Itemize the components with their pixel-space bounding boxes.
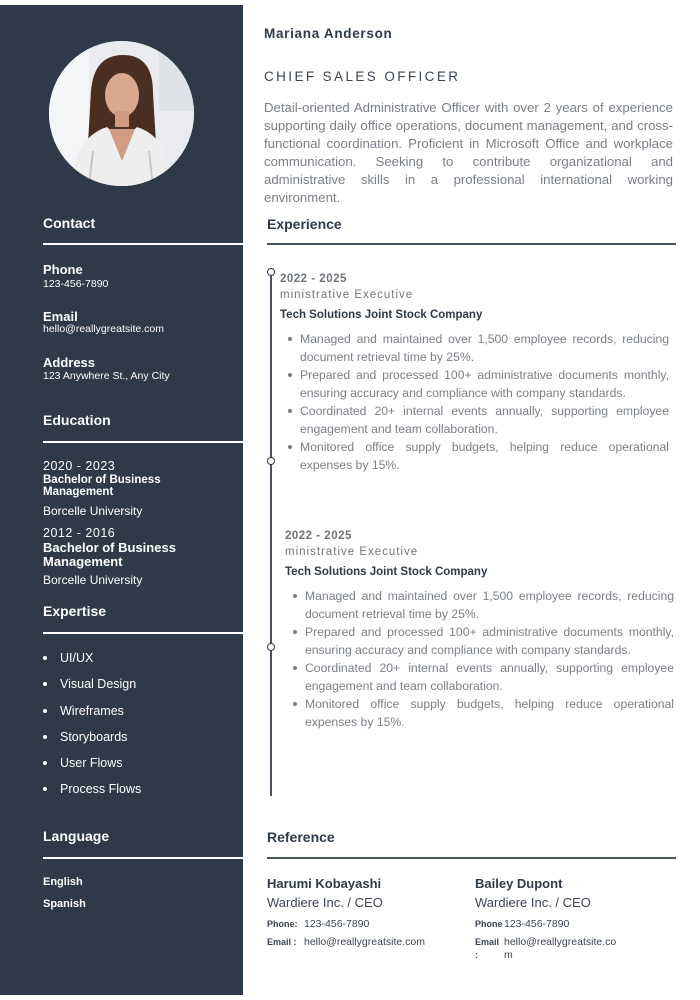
list-item: Monitored office supply budgets, helping reduce operational expenses by 15%.	[305, 695, 674, 731]
email-value: hello@reallygreatsite.com	[304, 936, 425, 948]
profile-summary: Detail-oriented Administrative Officer with over 2 years of experience supporting daily office operations, document management, and cross-functional coordination. Proficient in Microsoft Office and workplace communication. Seeking to contribute organizational and administrative skills in a professional international working environment.	[264, 100, 673, 205]
education-years: 2012 - 2016	[43, 526, 116, 540]
education-divider	[43, 441, 243, 443]
experience-entry	[285, 530, 674, 731]
language-divider	[43, 857, 243, 859]
timeline-line	[270, 271, 272, 796]
bullet-icon	[293, 594, 297, 598]
timeline-node	[267, 268, 275, 276]
job-bullets	[285, 587, 674, 731]
language-item: Spanish	[43, 898, 86, 910]
contact-heading: Contact	[43, 215, 96, 231]
reference-email	[267, 936, 437, 949]
reference-phone	[475, 918, 625, 931]
experience-entry	[280, 273, 669, 474]
reference-name: Harumi Kobayashi	[267, 876, 382, 891]
reference-phone	[267, 918, 437, 931]
bullet-icon	[288, 373, 292, 377]
job-company: Tech Solutions Joint Stock Company	[280, 309, 483, 321]
profile-photo	[49, 41, 194, 186]
list-item: Coordinated 20+ internal events annually, supporting employee engagement and team collaboration.	[300, 402, 669, 438]
education-degree: Bachelor of Business Management	[43, 540, 176, 569]
bullet-icon	[43, 709, 47, 713]
bullet-icon	[43, 761, 47, 765]
phone-value: 123-456-7890	[504, 918, 570, 930]
bullet-icon	[43, 735, 47, 739]
reference-company: Wardiere Inc. / CEO	[475, 895, 591, 910]
experience-heading: Experience	[267, 216, 342, 232]
job-title: ministrative Executive	[280, 289, 414, 301]
list-item: Wireframes	[43, 704, 141, 730]
expertise-divider	[43, 632, 243, 634]
education-years: 2020 - 2023	[43, 459, 116, 473]
bullet-icon	[293, 666, 297, 670]
bullet-icon	[293, 702, 297, 706]
reference-card	[475, 876, 625, 967]
list-item: Storyboards	[43, 730, 141, 756]
job-role: CHIEF SALES OFFICER	[264, 69, 461, 84]
bullet-icon	[288, 337, 292, 341]
education-degree: Bachelor of Business Management	[43, 474, 161, 499]
bullet-icon	[288, 445, 292, 449]
job-company: Tech Solutions Joint Stock Company	[285, 566, 488, 578]
reference-heading: Reference	[267, 829, 335, 845]
phone-label: Phone	[43, 262, 83, 277]
email-value: hello@reallygreatsite.com	[43, 323, 164, 335]
list-item: Visual Design	[43, 677, 141, 703]
education-school: Borcelle University	[43, 573, 143, 587]
language-item: English	[43, 876, 83, 888]
phone-label: Phone	[475, 919, 503, 929]
list-item: Prepared and processed 100+ administrative documents monthly, ensuring accuracy and compliance with company standards.	[305, 623, 674, 659]
list-item: Process Flows	[43, 782, 141, 808]
bullet-icon	[43, 787, 47, 791]
bullet-icon	[288, 409, 292, 413]
bullet-icon	[43, 656, 47, 660]
list-item: Coordinated 20+ internal events annually, supporting employee engagement and team collaboration.	[305, 659, 674, 695]
education-school: Borcelle University	[43, 504, 143, 518]
language-heading: Language	[43, 828, 110, 844]
education-heading: Education	[43, 412, 111, 428]
reference-card	[267, 876, 437, 954]
phone-value: 123-456-7890	[304, 918, 370, 930]
list-item: Managed and maintained over 1,500 employee records, reducing document retrieval time by 25%.	[305, 587, 674, 623]
expertise-heading: Expertise	[43, 603, 107, 619]
email-label: Email :	[267, 937, 297, 947]
job-title: ministrative Executive	[285, 546, 419, 558]
portrait-image	[49, 41, 194, 186]
reference-email	[475, 936, 625, 962]
contact-divider	[43, 243, 243, 245]
experience-divider	[267, 243, 676, 245]
candidate-name: Mariana Anderson	[264, 26, 393, 41]
list-item: Monitored office supply budgets, helping reduce operational expenses by 15%.	[300, 438, 669, 474]
reference-divider	[267, 857, 676, 859]
job-years: 2022 - 2025	[285, 530, 352, 542]
expertise-list	[43, 651, 141, 809]
email-label: Email	[43, 309, 78, 324]
address-value: 123 Anywhere St., Any City	[43, 370, 170, 382]
list-item: Prepared and processed 100+ administrative documents monthly, ensuring accuracy and compliance with company standards.	[300, 366, 669, 402]
job-years: 2022 - 2025	[280, 273, 347, 285]
bullet-icon	[293, 630, 297, 634]
reference-company: Wardiere Inc. / CEO	[267, 895, 383, 910]
list-item: Managed and maintained over 1,500 employee records, reducing document retrieval time by 25%.	[300, 330, 669, 366]
reference-name: Bailey Dupont	[475, 876, 563, 891]
timeline-node	[267, 643, 275, 651]
email-value: hello@reallygreatsite.com	[504, 936, 617, 961]
job-bullets	[280, 330, 669, 474]
phone-value: 123-456-7890	[43, 278, 109, 290]
phone-label: Phone:	[267, 919, 298, 929]
email-label: Email :	[475, 937, 500, 960]
timeline-node	[267, 457, 275, 465]
list-item: User Flows	[43, 756, 141, 782]
address-label: Address	[43, 355, 96, 370]
bullet-icon	[43, 682, 47, 686]
list-item: UI/UX	[43, 651, 141, 677]
sidebar	[0, 5, 243, 995]
